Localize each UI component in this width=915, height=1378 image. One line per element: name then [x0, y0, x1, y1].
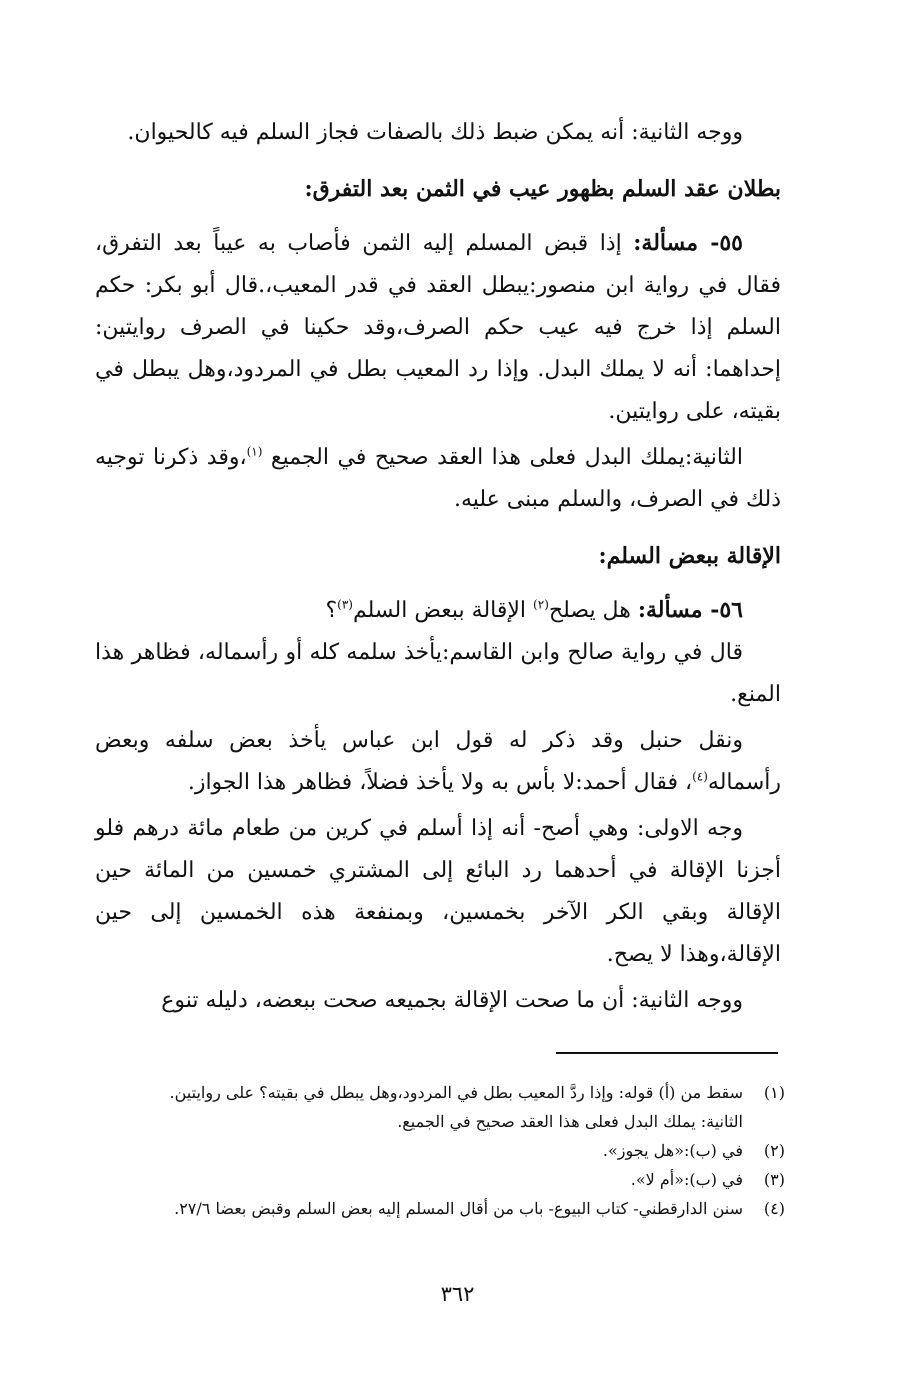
footnote-ref-4: (٤)	[692, 769, 708, 784]
footnote-ref-2: (٢)	[533, 597, 549, 612]
paragraph-first-view: وجه الاولى: وهي أصح- أنه إذا أسلم في كرين من طعام مائة درهم فلو أجزنا الإقالة في أحدهما رد البائع إلى المشتري خمسين من المائة حين الإقالة وبقي الكر الآخر بخمسين، وبمنفعة هذه الخمسين إلى حين الإقالة،وهذا لا يصح.	[95, 816, 781, 967]
hanbal-text-b: ، فقال أحمد:لا بأس به ولا يأخذ فضلاً، فظاهر هذا الجواز.	[187, 770, 693, 795]
footnote-number: (٣)	[763, 1170, 785, 1189]
footnote-3	[95, 1165, 785, 1194]
issue-56	[95, 589, 781, 632]
footnote-4	[95, 1194, 785, 1223]
issue-56-question-mark: ؟	[325, 598, 338, 623]
issue-55-text: إذا قبض المسلم إليه الثمن فأصاب به عيباً بعد التفرق، فقال في رواية ابن منصور:يبطل العقد في قدر المعيب،.قال أبو بكر: حكم السلم إذا خرج فيه عيب حكم الصرف،وقد حكينا في الصرف روايتين: إحداهما: أنه لا يملك البدل. وإذا رد المعيب بطل في المردود،وهل يبطل في بقيته، على روايتين.	[95, 231, 781, 424]
second-narration-text-a: الثانية:يملك البدل فعلى هذا العقد صحيح في الجميع	[270, 445, 743, 470]
page-number: ٣٦٢	[440, 1282, 475, 1306]
issue-56-text-b: الإقالة ببعض السلم	[352, 598, 527, 623]
section-heading-iqala: الإقالة ببعض السلم:	[598, 543, 781, 569]
issue-55	[95, 222, 781, 433]
footnote-ref-1: (١)	[246, 444, 263, 459]
section-heading-defect: بطلان عقد السلم بظهور عيب في الثمن بعد التفرق:	[304, 176, 781, 202]
footnote-number: (٢)	[763, 1141, 785, 1160]
footnote-ref-3: (٣)	[337, 597, 353, 612]
footnotes	[95, 1078, 785, 1223]
footnote-text: في (ب):«أم لا».	[630, 1170, 743, 1189]
issue-55-number: ٥٥- مسألة:	[633, 230, 743, 256]
paragraph-second-view: ووجه الثانية: أنه يمكن ضبط ذلك بالصفات فجاز السلم فيه كالحيوان.	[127, 120, 743, 145]
footnote-text: سنن الدارقطني- كتاب البيوع- باب من أقال المسلم إليه بعض السلم وقبض بعضا ٢٧/٦.	[174, 1199, 743, 1218]
footnote-1	[95, 1078, 785, 1107]
footnote-number: (٤)	[763, 1199, 785, 1218]
hanbal-text-a: ونقل حنبل وقد ذكر له قول ابن عباس يأخذ بعض سلفه وبعض رأسماله	[95, 728, 781, 795]
second-narration-text-b: ،وقد ذكرنا توجيه ذلك في الصرف، والسلم مبنى عليه.	[95, 445, 781, 512]
paragraph-second-narration	[95, 437, 781, 521]
footnote-1-continuation: الثانية: يملك البدل فعلى هذا العقد صحيح في الجميع.	[397, 1112, 743, 1131]
footnote-2	[95, 1136, 785, 1165]
paragraph-second-view-continues: ووجه الثانية: أن ما صحت الإقالة بجميعه صحت ببعضه، دليله تنوع	[161, 988, 743, 1013]
footnote-separator	[556, 1052, 778, 1054]
paragraph-salih: قال في رواية صالح وابن القاسم:يأخذ سلمه كله أو رأسماله، فظاهر هذا المنع.	[95, 640, 781, 707]
footnote-number: (١)	[763, 1083, 785, 1102]
issue-56-number: ٥٦- مسألة:	[637, 597, 743, 623]
footnote-text: سقط من (أ) قوله: وإذا ردَّ المعيب بطل في المردود،وهل يبطل في بقيته؟ على روايتين.	[169, 1083, 743, 1102]
footnote-text: في (ب):«هل يجوز».	[602, 1141, 743, 1160]
issue-56-text-a: هل يصلح	[548, 598, 631, 623]
page-body	[95, 112, 781, 1022]
paragraph-hanbal	[95, 720, 781, 804]
